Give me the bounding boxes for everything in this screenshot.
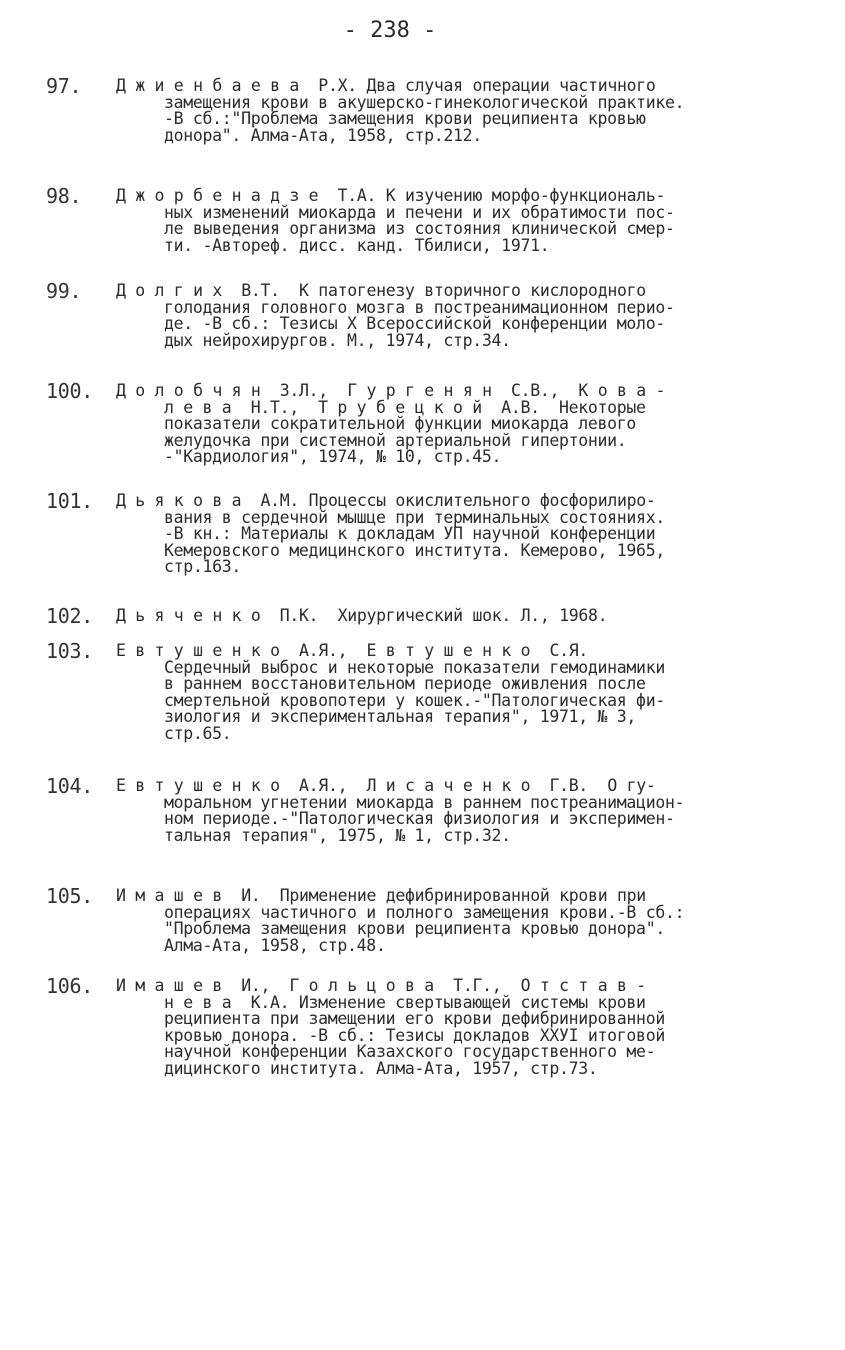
entry-line: кровью донора. -В сб.: Тезисы докладов XXУI итоговой: [164, 1025, 665, 1045]
bibliography-entry: [46, 639, 806, 743]
entry-line: голодания головного мозга в постреанимационном перио-: [164, 297, 675, 317]
entry-line: И м а ш е в И., Г о л ь ц о в а Т.Г., О т с т а в -: [116, 976, 646, 995]
entry-line: Д ь я к о в а А.М. Процессы окислительного фосфорилиро-: [116, 491, 656, 510]
entry-line: смертельной кровопотери у кошек.-"Патологическая фи-: [164, 690, 665, 710]
entry-text: [116, 283, 806, 349]
bibliography-entry: [46, 974, 806, 1078]
bibliography-entry: [46, 604, 806, 628]
entry-number: 104.: [46, 774, 93, 798]
entry-text: [116, 78, 806, 144]
entry-line: Кемеровского медицинского института. Кемерово, 1965,: [164, 540, 665, 560]
entry-line: Сердечный выброс и некоторые показатели гемодинамики: [164, 657, 665, 677]
entry-line: -В кн.: Материалы к докладам УП научной конференции: [164, 524, 656, 543]
entry-line: научной конференции Казахского государственного ме-: [164, 1042, 656, 1061]
entry-number: 98.: [46, 184, 82, 208]
entry-line: тальная терапия", 1975, № 1, стр.32.: [164, 825, 511, 845]
entry-line: л е в а Н.Т., Т р у б е ц к о й А.В. Некоторые: [164, 397, 646, 417]
entry-line: стр.65.: [164, 723, 232, 743]
bibliography-entry: [46, 74, 806, 145]
entry-line: в раннем восстановительном периоде оживления после: [164, 674, 646, 693]
entry-line: И м а ш е в И. Применение дефибринированной крови при: [116, 886, 646, 905]
entry-number: 99.: [46, 279, 82, 303]
entry-line: ле выведения организма из состояния клинической смер-: [164, 219, 675, 238]
entry-number: 100.: [46, 379, 93, 403]
bibliography-entry: [46, 774, 806, 845]
entry-text: [116, 888, 806, 954]
entry-text: [116, 493, 806, 576]
entry-line: -"Кардиология", 1974, № 10, стр.45.: [164, 447, 502, 466]
bibliography-entry: [46, 184, 806, 255]
bibliography-entry: [46, 379, 806, 466]
entry-line: вания в сердечной мышце при терминальных состояниях.: [164, 507, 665, 527]
entry-line: Е в т у ш е н к о А.Я., Л и с а ч е н к о Г.В. О гу-: [116, 776, 656, 795]
entry-line: стр.163.: [164, 557, 242, 576]
entry-line: -В сб.:"Проблема замещения крови реципиента кровью: [164, 109, 646, 128]
entry-number: 105.: [46, 884, 93, 908]
entry-line: операциях частичного и полного замещения крови.-В сб.:: [164, 902, 685, 922]
entry-line: "Проблема замещения крови реципиента кровью донора".: [164, 919, 665, 938]
entry-line: ных изменений миокарда и печени и их обратимости пос-: [164, 202, 675, 222]
entry-line: желудочка при системной артериальной гипертонии.: [164, 430, 627, 450]
entry-line: де. -В сб.: Тезисы X Всероссийской конференции моло-: [164, 314, 665, 333]
entry-line: н е в а К.А. Изменение свертывающей системы крови: [164, 992, 646, 1012]
entry-text: [116, 643, 806, 742]
entry-number: 102.: [46, 604, 93, 628]
entry-line: Д ж и е н б а е в а Р.Х. Два случая операции частичного: [116, 76, 656, 95]
entry-text: [116, 383, 806, 466]
entry-number: 106.: [46, 974, 93, 998]
entry-line: моральном угнетении миокарда в раннем постреанимацион-: [164, 792, 685, 812]
entry-line: зиология и экспериментальная терапия", 1971, № 3,: [164, 707, 637, 726]
entry-line: Алма-Ата, 1958, стр.48.: [164, 935, 386, 955]
page-number: - 238 -: [343, 18, 437, 43]
entry-text: [116, 978, 806, 1077]
entry-line: Д ь я ч е н к о П.К. Хирургический шок. Л., 1968.: [116, 606, 608, 625]
entry-line: дицинского института. Алма-Ата, 1957, стр.73.: [164, 1058, 598, 1078]
bibliography-entry: [46, 884, 806, 955]
entry-text: [116, 778, 806, 844]
entry-line: Д о л г и х В.Т. К патогенезу вторичного кислородного: [116, 281, 646, 300]
bibliography-entry: [46, 279, 806, 350]
entry-text: [116, 608, 806, 625]
entry-line: Д о л о б ч я н З.Л., Г у р г е н я н С.В., К о в а -: [116, 381, 666, 400]
entry-line: донора". Алма-Ата, 1958, стр.212.: [164, 125, 482, 145]
entry-line: показатели сократительной функции миокарда левого: [164, 414, 637, 433]
bibliography-entry: [46, 489, 806, 576]
entry-text: [116, 188, 806, 254]
entry-line: замещения крови в акушерско-гинекологической практике.: [164, 92, 685, 112]
entry-number: 97.: [46, 74, 82, 98]
entry-line: реципиента при замещении его крови дефибринированной: [164, 1009, 665, 1028]
entry-number: 103.: [46, 639, 93, 663]
entry-number: 101.: [46, 489, 93, 513]
entry-line: Д ж о р б е н а д з е Т.А. К изучению морфо-функциональ-: [116, 186, 666, 205]
entry-line: дых нейрохирургов. М., 1974, стр.34.: [164, 330, 511, 350]
entry-line: ти. -Автореф. дисс. канд. Тбилиси, 1971.: [164, 235, 550, 255]
entry-line: Е в т у ш е н к о А.Я., Е в т у ш е н к о С.Я.: [116, 641, 589, 660]
entry-line: ном периоде.-"Патологическая физиология и эксперимен-: [164, 809, 675, 828]
